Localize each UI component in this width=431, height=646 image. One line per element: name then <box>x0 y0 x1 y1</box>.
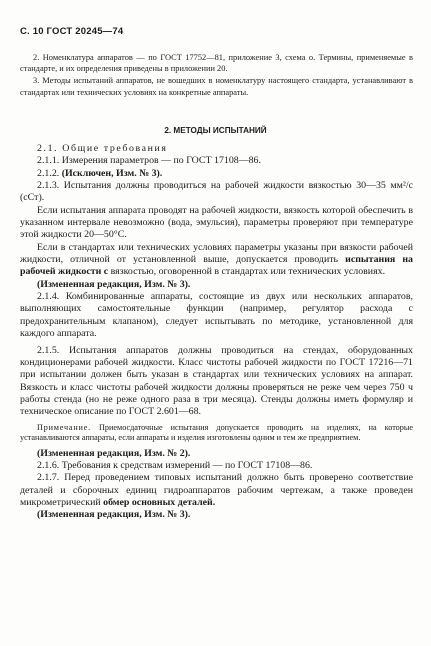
paragraph-2-1-7 <box>20 472 413 509</box>
note-2: 2. Номенклатура аппаратов — по ГОСТ 17752—81, приложение 3, схема о. Термины, применяемые в стандарте, и их определения приведены в приложении 20. <box>20 53 413 74</box>
paragraph-viscosity: Если испытания аппарата проводят на рабочей жидкости, вязкость которой обеспечить в указанном интервале невозможно (вода, эмульсия), параметры проверяют при температуре этой жидкости 20—50°С. <box>20 204 413 241</box>
paragraph-2-1-2 <box>20 168 413 180</box>
text-run: Если в стандартах или технических условиях параметры указаны при вязкости рабочей жидкости, отличной от установленной выше, допускается проводить <box>20 241 413 266</box>
text-run-bold: испытания на рабочей жидкости с <box>20 254 413 278</box>
running-head: С. 10 ГОСТ 20245—74 <box>20 26 124 37</box>
note-3: 3. Методы испытаний аппаратов, не вошедших в номенклатуру настоящего стандарта, устанавливают в стандартах или технических условиях на конкретные аппараты. <box>20 76 413 97</box>
document-body <box>20 143 413 522</box>
amendment-note: (Измененная редакция, Изм. № 3). <box>37 509 191 521</box>
paragraph-2-1-5: 2.1.5. Испытания аппаратов должны проводиться на стендах, оборудованных кондиционерами рабочей жидкости. Класс чистоты рабочей жидкости по ГОСТ 17216—71 при испытании должен быть указан в стандартах или технических условиях на аппарат. Вязкость и класс чистоты рабочей жидкости должны проверяться не реже чем через 750 ч работы стенда (но не реже одного раза в три месяца). Стенды должны иметь формуляр и техническое описание по ГОСТ 2.601—68. <box>20 344 413 418</box>
paragraph-2-1-6: 2.1.6. Требования к средствам измерений — по ГОСТ 17108—86. <box>37 460 313 472</box>
amendment-note: (Измененная редакция, Изм. № 3). <box>37 278 191 290</box>
excluded-note: (Исключен, Изм. № 3). <box>61 167 163 179</box>
remark-label: Примечание. <box>37 422 91 432</box>
paragraph-number: 2.1.2. <box>37 167 60 179</box>
section-title: 2. МЕТОДЫ ИСПЫТАНИЙ <box>164 126 267 135</box>
text-run: вязкостью, оговоренной в стандартах или технических условиях. <box>108 266 386 278</box>
intro-notes <box>20 52 413 99</box>
subsection-heading: 2.1. Общие требования <box>37 143 168 154</box>
text-run-bold: обмер основных деталей. <box>103 497 216 509</box>
paragraph-standards <box>20 242 413 279</box>
remark-text: Приемосдаточные испытания допускается проводить на изделиях, на которые устанавливаются аппараты, если аппараты и изделия изготовлены одним и тем же предприятием. <box>20 422 413 443</box>
footnote-remark <box>20 423 413 444</box>
paragraph-2-1-4: 2.1.4. Комбинированные аппараты, состоящие из двух или нескольких аппаратов, выполняющих самостоятельные функции (например, регулятор расхода с предохранительным клапаном), следует испытывать по методике, установленной для каждого аппарата. <box>20 291 413 340</box>
amendment-note: (Измененная редакция, Изм. № 2). <box>37 447 191 459</box>
paragraph-2-1-1: 2.1.1. Измерения параметров — по ГОСТ 17108—86. <box>37 155 261 167</box>
paragraph-2-1-3: 2.1.3. Испытания должны проводиться на рабочей жидкости вязкостью 30—35 мм²/с (сСт). <box>20 180 413 204</box>
text-run: 2.1.7. Перед проведением типовых испытаний должно быть проверено соответствие деталей и сборочных единиц гидроаппаратов рабочим чертежам, а также проведен микрометрический <box>20 472 413 509</box>
